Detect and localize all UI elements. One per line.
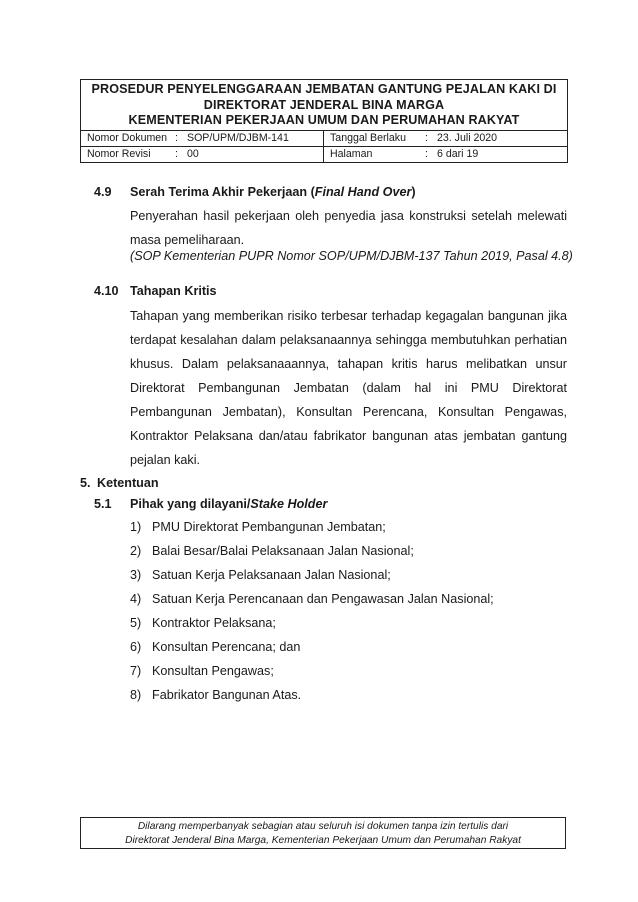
colon: : <box>425 147 428 160</box>
list-item <box>130 615 567 639</box>
footer-line-2: Direktorat Jenderal Bina Marga, Kementerian Pekerjaan Umum dan Perumahan Rakyat <box>125 835 521 846</box>
title-line-1: PROSEDUR PENYELENGGARAAN JEMBATAN GANTUNG PEJALAN KAKI DI <box>91 82 557 96</box>
section-5-1-title: Pihak yang dilayani/ <box>130 497 251 511</box>
section-4-10-title: Tahapan Kritis <box>130 284 217 298</box>
list-item-number: 4) <box>130 592 142 606</box>
colon: : <box>425 131 428 144</box>
list-item-number: 7) <box>130 664 142 678</box>
tanggal-berlaku-value: 23. Juli 2020 <box>437 131 498 144</box>
list-item <box>130 687 567 711</box>
list-item-text: Kontraktor Pelaksana; <box>152 616 276 630</box>
list-item <box>130 639 567 663</box>
list-item <box>130 567 567 591</box>
document-title <box>81 80 567 130</box>
section-5-number: 5. <box>80 476 91 490</box>
section-4-9-title-italic: Final Hand Over <box>314 185 412 199</box>
title-line-2: DIREKTORAT JENDERAL BINA MARGA <box>203 97 445 112</box>
stakeholder-list <box>130 519 567 711</box>
list-item-number: 1) <box>130 520 142 534</box>
section-4-10-body <box>130 304 567 472</box>
list-item-number: 5) <box>130 616 142 630</box>
document-footer <box>80 817 566 849</box>
section-5-1-number: 5.1 <box>94 497 112 511</box>
document-header <box>80 79 568 163</box>
list-item <box>130 543 567 567</box>
section-4-9-title: Serah Terima Akhir Pekerjaan ( <box>130 185 315 199</box>
nomor-dokumen-value: SOP/UPM/DJBM-141 <box>187 131 289 144</box>
list-item-text: Fabrikator Bangunan Atas. <box>152 688 302 702</box>
list-item-text: PMU Direktorat Pembangunan Jembatan; <box>152 520 386 534</box>
tanggal-berlaku-label: Tanggal Berlaku <box>330 131 406 144</box>
section-4-9-body <box>130 204 567 252</box>
list-item <box>130 591 567 615</box>
footer-line-1: Dilarang memperbanyak sebagian atau seluruh isi dokumen tanpa izin tertulis dari <box>137 821 509 832</box>
list-item-text: Konsultan Perencana; dan <box>152 640 301 654</box>
section-4-10-number: 4.10 <box>94 284 119 298</box>
nomor-revisi-label: Nomor Revisi <box>87 147 151 160</box>
list-item-number: 8) <box>130 688 142 702</box>
section-5-1-heading <box>130 496 327 512</box>
list-item-text: Satuan Kerja Perencanaan dan Pengawasan Jalan Nasional; <box>152 592 494 606</box>
nomor-revisi-value: 00 <box>187 147 199 160</box>
section-4-9-reference: (SOP Kementerian PUPR Nomor SOP/UPM/DJBM-137 Tahun 2019, Pasal 4.8) <box>130 249 573 263</box>
list-item-number: 2) <box>130 544 142 558</box>
nomor-dokumen-label: Nomor Dokumen <box>87 131 168 144</box>
nomor-revisi-cell <box>81 147 324 162</box>
list-item-number: 3) <box>130 568 142 582</box>
halaman-cell <box>324 147 567 162</box>
list-item-text: Konsultan Pengawas; <box>152 664 274 678</box>
list-item <box>130 663 567 687</box>
tanggal-berlaku-cell <box>324 131 567 146</box>
list-item-text: Balai Besar/Balai Pelaksanaan Jalan Nasional; <box>152 544 414 558</box>
meta-row-2 <box>81 146 567 162</box>
section-4-10-paragraph: Tahapan yang memberikan risiko terbesar terhadap kegagalan bangunan jika terdapat kesalahan dalam pelaksanaannya sehingga membutuhkan perhatian khusus. Dalam pelaksanaaannya, tahapan kritis harus melibatkan unsur Direktorat Pembangunan Jembatan (dalam hal ini PMU Direktorat Pembangunan Jembatan), Konsultan Perencana, Konsultan Pengawas, Kontraktor Pelaksana dan/atau fabrikator bangunan atas jembatan gantung pejalan kaki. <box>130 309 567 467</box>
title-line-3: KEMENTERIAN PEKERJAAN UMUM DAN PERUMAHAN RAKYAT <box>128 113 520 127</box>
section-4-9-heading <box>130 184 416 200</box>
list-item-number: 6) <box>130 640 142 654</box>
halaman-value: 6 dari 19 <box>437 147 479 160</box>
section-4-9-paragraph: Penyerahan hasil pekerjaan oleh penyedia jasa konstruksi setelah melewati masa pemeliharaan. <box>130 209 567 247</box>
nomor-dokumen-cell <box>81 131 324 146</box>
colon: : <box>175 131 178 144</box>
section-5-1-title-italic: Stake Holder <box>250 497 328 511</box>
section-4-9-title-close: ) <box>411 185 416 199</box>
section-5-title: Ketentuan <box>97 476 159 490</box>
meta-row-1 <box>81 130 567 146</box>
colon: : <box>175 147 178 160</box>
section-4-9-number: 4.9 <box>94 185 112 199</box>
list-item <box>130 519 567 543</box>
list-item-text: Satuan Kerja Pelaksanaan Jalan Nasional; <box>152 568 391 582</box>
halaman-label: Halaman <box>330 147 373 160</box>
